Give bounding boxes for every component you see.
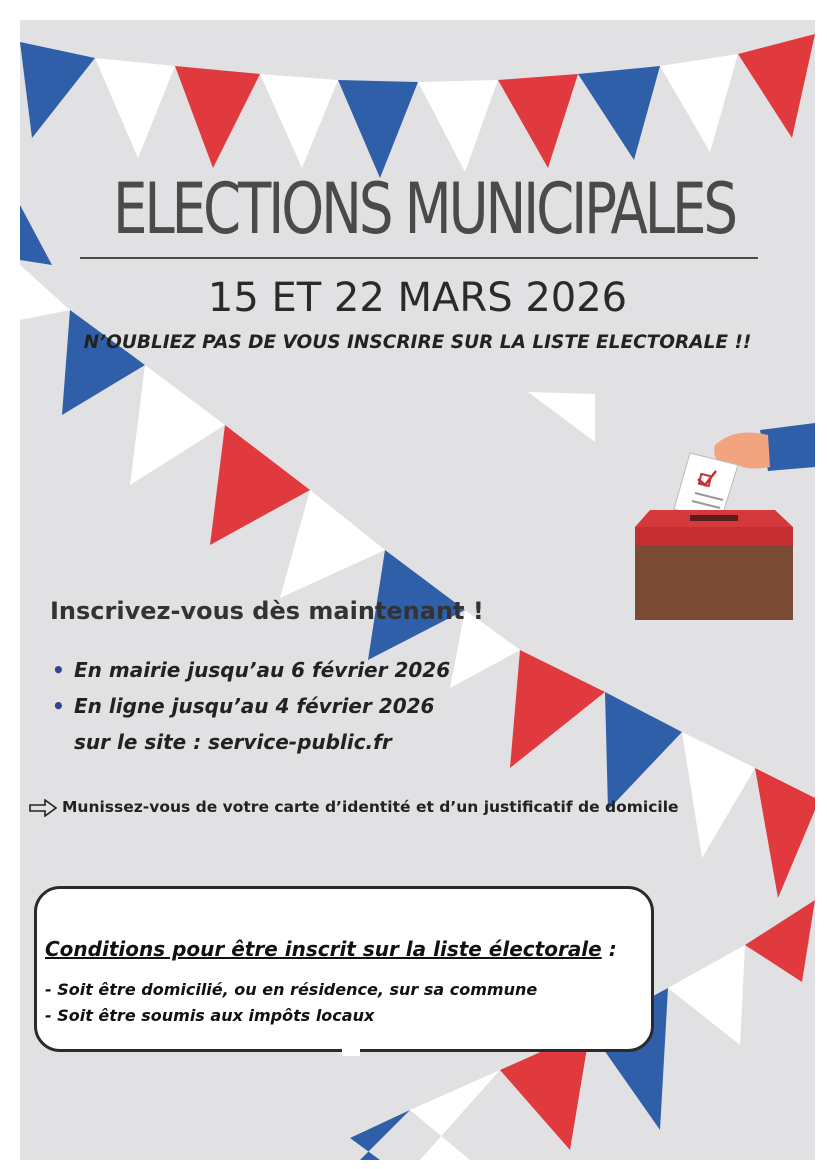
election-dates: 15 ET 22 MARS 2026	[207, 275, 628, 321]
bullet-icon: •	[52, 694, 65, 718]
white-flag	[528, 392, 595, 442]
conditions-list	[45, 977, 537, 1029]
register-heading: Inscrivez-vous dès maintenant !	[50, 597, 484, 625]
method-text: En ligne jusqu’au 4 février 2026	[74, 694, 435, 718]
title-divider	[80, 257, 758, 259]
top-bunting	[20, 34, 815, 178]
method-text: En mairie jusqu’au 6 février 2026	[74, 658, 451, 682]
method-text-line2: sur le site : service-public.fr	[74, 730, 392, 754]
conditions-title-suffix: :	[601, 937, 617, 961]
registration-reminder: N’OUBLIEZ PAS DE VOUS INSCRIRE SUR LA LISTE ELECTORALE !!	[83, 332, 752, 353]
box-notch	[342, 1046, 360, 1056]
conditions-title-text: Conditions pour être inscrit sur la liste électorale	[45, 937, 602, 961]
election-poster	[20, 20, 815, 1160]
right-arrow-icon	[28, 799, 58, 817]
list-item	[52, 688, 450, 760]
list-item: - Soit être domicilié, ou en résidence, sur sa commune	[45, 980, 538, 999]
documents-note-text: Munissez-vous de votre carte d’identité et d’un justificatif de domicile	[62, 798, 679, 816]
list-item: - Soit être soumis aux impôts locaux	[45, 1006, 375, 1025]
conditions-title	[45, 937, 617, 961]
documents-note	[28, 798, 679, 817]
ballot-box-icon	[620, 405, 815, 620]
registration-methods	[52, 652, 450, 760]
list-item	[52, 652, 450, 688]
conditions-box	[34, 886, 654, 1052]
bullet-icon: •	[52, 658, 65, 682]
page-title: ELECTIONS MUNICIPALES	[113, 168, 735, 250]
